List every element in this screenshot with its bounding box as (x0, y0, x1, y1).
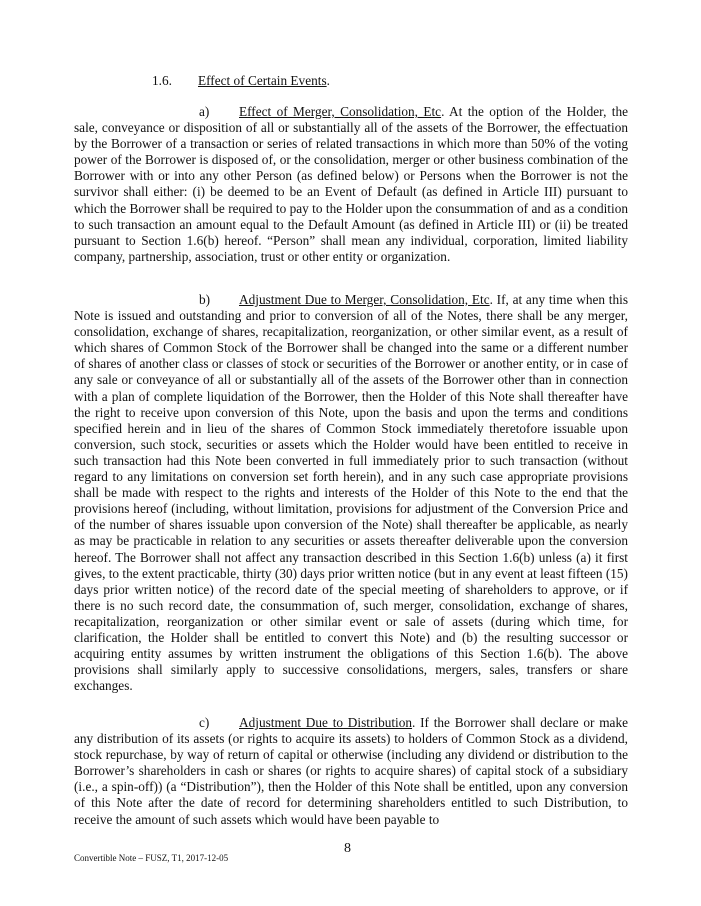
paragraph-a (74, 104, 628, 265)
paragraph-title: Effect of Merger, Consolidation, Etc (239, 104, 442, 119)
paragraph-title: Adjustment Due to Distribution (239, 715, 413, 730)
paragraph-letter: c) (199, 715, 210, 730)
paragraph-body: . At the option of the Holder, the sale, conveyance or disposition of all or substantially all of the assets of the Borrower, the effectuation by the Borrower of a transaction or series of related transactions in which more than 50% of the voting power of the Borrower is disposed of, or the consolidation, merger or other business combination of the Borrower with or into any other Person (as defined below) or Persons when the Borrower is not the survivor shall either: (i) be deemed to be an Event of Default (as defined in Article III) pursuant to which the Borrower shall be required to pay to the Holder upon the consummation of and as a condition to such transaction an amount equal to the Default Amount (as defined in Article III) or (ii) be treated pursuant to Section 1.6(b) hereof. “Person” shall mean any individual, corporation, limited liability company, partnership, association, trust or other entity or organization. (74, 104, 628, 264)
paragraph-body: . If, at any time when this Note is issued and outstanding and prior to conversion of all of the Notes, there shall be any merger, consolidation, exchange of shares, recapitalization, reorganization, or other similar event, as a result of which shares of Common Stock of the Borrower shall be changed into the same or a different number of shares of another class or classes of stock or securities of the Borrower or another entity, or in case of any sale or conveyance of all or substantially all of the assets of the Borrower other than in connection with a plan of complete liquidation of the Borrower, then the Holder of this Note shall thereafter have the right to receive upon conversion of this Note, upon the basis and upon the terms and conditions specified herein and in lieu of the shares of Common Stock immediately theretofore issuable upon conversion, such stock, securities or assets which the Holder would have been entitled to receive in such transaction had this Note been converted in full immediately prior to such transaction (without regard to any limitations on conversion set forth herein), and in any such case appropriate provisions shall be made with respect to the rights and interests of the Holder of this Note to the end that the provisions hereof (including, without limitation, provisions for adjustment of the Conversion Price and of the number of shares issuable upon conversion of the Note) shall thereafter be applicable, as nearly as may be practicable in relation to any securities or assets thereafter deliverable upon the conversion hereof. The Borrower shall not affect any transaction described in this Section 1.6(b) unless (a) it first gives, to the extent practicable, thirty (30) days prior written notice (but in any event at least fifteen (15) days prior written notice) of the record date of the special meeting of shareholders to approve, or if there is no such record date, the consummation of, such merger, consolidation, exchange of shares, recapitalization, reorganization or other similar event or sale of assets (during which time, for clarification, the Holder shall be entitled to convert this Note) and (b) the resulting successor or acquiring entity assumes by written instrument the obligations of this Section 1.6(b). The above provisions shall similarly apply to successive consolidations, mergers, sales, transfers or share exchanges. (74, 292, 628, 694)
section-title: Effect of Certain Events (198, 73, 327, 88)
paragraph-title: Adjustment Due to Merger, Consolidation, Etc (239, 292, 490, 307)
section-heading (152, 73, 330, 89)
paragraph-letter: a) (199, 104, 210, 119)
paragraph-b (74, 292, 628, 694)
paragraph-body: . If the Borrower shall declare or make any distribution of its assets (or rights to acquire its assets) to holders of Common Stock as a dividend, stock repurchase, by way of return of capital or otherwise (including any dividend or distribution to the Borrower’s shareholders in cash or shares (or rights to acquire shares) of capital stock of a subsidiary (i.e., a spin-off)) (a “Distribution”), then the Holder of this Note shall be entitled, upon any conversion of this Note after the date of record for determining shareholders entitled to such Distribution, to receive the amount of such assets which would have been payable to (74, 715, 628, 827)
document-footer: Convertible Note – FUSZ, T1, 2017-12-05 (74, 853, 229, 863)
page-number: 8 (344, 841, 351, 856)
section-number: 1.6. (152, 73, 172, 88)
section-title-suffix: . (326, 73, 330, 88)
paragraph-letter: b) (199, 292, 211, 307)
paragraph-c (74, 715, 628, 828)
